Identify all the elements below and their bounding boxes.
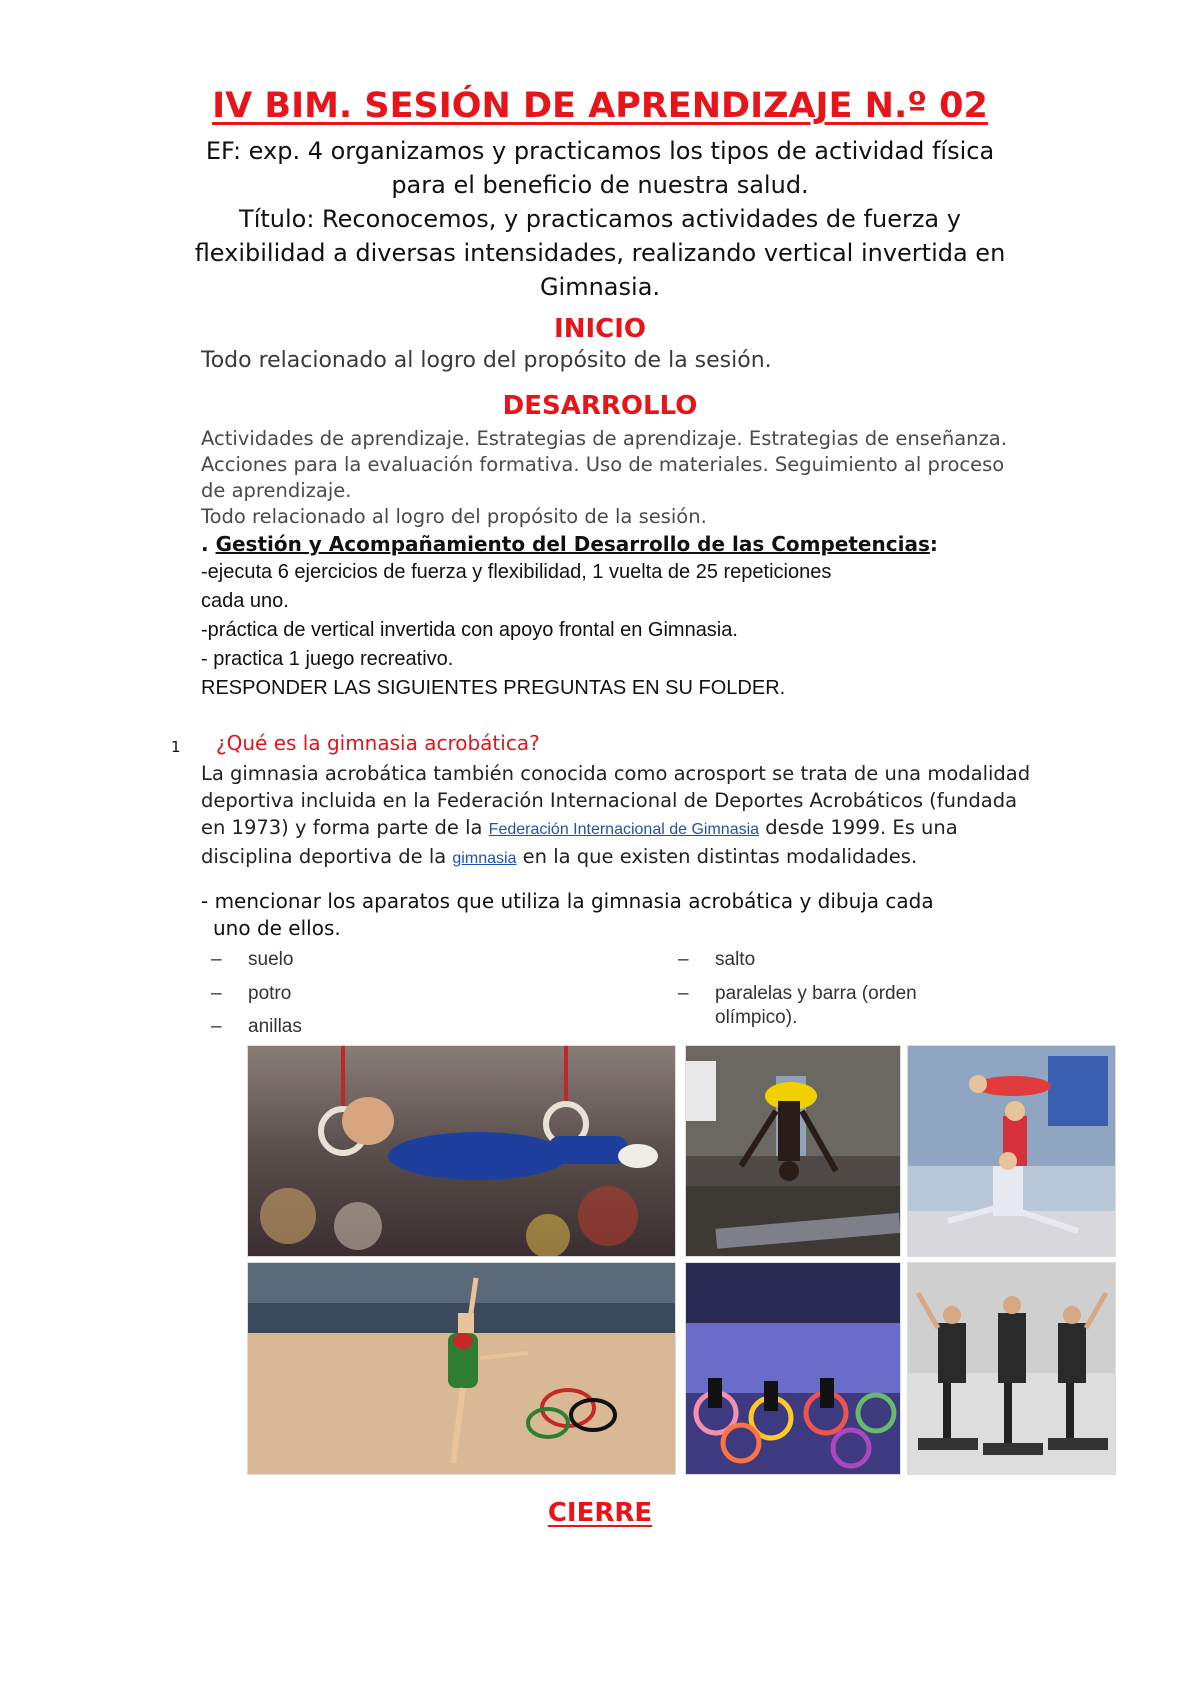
respond-instruction: RESPONDER LAS SIGUIENTES PREGUNTAS EN SU FOLDER.: [201, 677, 786, 699]
apparatus-label: paralelas y barra (orden olímpico).: [715, 983, 917, 1028]
cierre-heading: CIERRE: [547, 1498, 653, 1528]
answer-text: en la que existen distintas modalidades.: [516, 845, 918, 868]
rhythmic-ribbon-photo: [247, 1262, 676, 1475]
question-text: ¿Qué es la gimnasia acrobática?: [216, 731, 540, 755]
inicio-text: Todo relacionado al logro del propósito de la sesión.: [201, 348, 772, 373]
answer-line: deportiva incluida en la Federación Internacional de Deportes Acrobáticos (fundada: [201, 789, 1018, 812]
gestion-prefix: .: [201, 532, 216, 556]
wheel-gymnastics-photo: [685, 1262, 901, 1475]
desarrollo-description: [201, 426, 1161, 530]
dash-bullet: –: [678, 983, 689, 1004]
acrobatic-trio-photo: [907, 1045, 1116, 1257]
question-number: 1: [171, 738, 181, 756]
gestion-title: Gestión y Acompañamiento del Desarrollo de las Competencias: [215, 532, 930, 556]
apparatus-item: [678, 982, 978, 1036]
answer-line: [201, 814, 1161, 843]
desarrollo-heading: DESARROLLO: [502, 391, 698, 421]
activity-item: -ejecuta 6 ejercicios de fuerza y flexibilidad, 1 vuelta de 25 repeticiones: [201, 561, 832, 583]
activity-item: - practica 1 juego recreativo.: [201, 648, 454, 670]
apparatus-label: suelo: [248, 949, 294, 970]
subtitle-line: Título: Reconocemos, y practicamos actividades de fuerza y: [239, 205, 961, 233]
apparatus-item: [678, 948, 978, 972]
instruction: [201, 888, 1101, 942]
rings-gymnast-photo: [247, 1045, 676, 1257]
subtitle-line: flexibilidad a diversas intensidades, realizando vertical invertida en: [194, 239, 1006, 267]
desarrollo-line: Acciones para la evaluación formativa. Uso de materiales. Seguimiento al proceso: [201, 453, 1005, 476]
dash-bullet: –: [211, 949, 222, 970]
desarrollo-line: Todo relacionado al logro del propósito de la sesión.: [201, 505, 707, 528]
apparatus-item: [211, 982, 511, 1006]
fig-link[interactable]: Federación Internacional de Gimnasia: [488, 821, 760, 838]
apparatus-item: [211, 1015, 511, 1039]
answer-text: disciplina deportiva de la: [201, 845, 453, 868]
answer-text: desde 1999. Es una: [759, 816, 958, 839]
group-step-photo: [907, 1262, 1116, 1475]
dash-bullet: –: [678, 949, 689, 970]
subtitle-line: Gimnasia.: [539, 273, 661, 301]
desarrollo-line: de aprendizaje.: [201, 479, 352, 502]
apparatus-item: [211, 948, 511, 972]
apparatus-label: anillas: [248, 1016, 302, 1037]
desarrollo-line: Actividades de aprendizaje. Estrategias de aprendizaje. Estrategias de enseñanza.: [201, 427, 1007, 450]
apparatus-label: potro: [248, 983, 292, 1004]
question-answer: [201, 760, 1161, 872]
subtitle-line: para el beneficio de nuestra salud.: [391, 171, 809, 199]
activity-item: -práctica de vertical invertida con apoyo frontal en Gimnasia.: [201, 619, 738, 641]
vault-gymnast-photo: [685, 1045, 901, 1257]
gestion-suffix: :: [929, 532, 938, 556]
dash-bullet: –: [211, 1016, 222, 1037]
answer-text: en 1973) y forma parte de la: [201, 816, 489, 839]
activity-item: cada uno.: [201, 590, 289, 612]
instruction-line: uno de ellos.: [213, 916, 341, 940]
page-title: IV BIM. SESIÓN DE APRENDIZAJE N.º 02: [212, 86, 988, 126]
dash-bullet: –: [211, 983, 222, 1004]
gestion-heading: [201, 532, 938, 556]
gimnasia-link[interactable]: gimnasia: [452, 850, 517, 867]
session-subtitle: [120, 134, 1080, 304]
apparatus-label: salto: [715, 949, 756, 970]
answer-line: La gimnasia acrobática también conocida como acrosport se trata de una modalidad: [201, 762, 1031, 785]
inicio-heading: INICIO: [554, 314, 646, 344]
instruction-line: - mencionar los aparatos que utiliza la gimnasia acrobática y dibuja cada: [201, 889, 934, 913]
subtitle-line: EF: exp. 4 organizamos y practicamos los tipos de actividad física: [205, 137, 995, 165]
answer-line: [201, 843, 1161, 872]
activity-list: [201, 558, 1061, 703]
